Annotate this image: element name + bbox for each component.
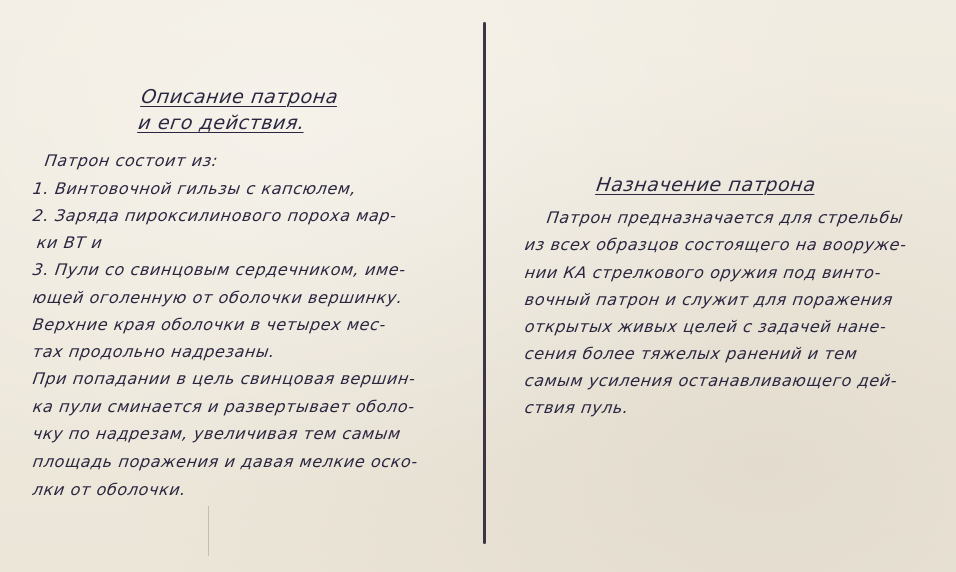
left-text-line: 1. Винтовочной гильзы с капсюлем, <box>31 179 358 198</box>
left-text-line: лки от оболочки. <box>31 480 188 499</box>
left-text-line: 2. Заряда пироксилинового пороха мар- <box>31 206 399 225</box>
left-text-line: Патрон состоит из: <box>43 151 220 170</box>
left-text-line: чку по надрезам, увеличивая тем самым <box>31 424 403 443</box>
right-text-line: вочный патрон и служит для поражения <box>523 290 895 309</box>
left-title-line1: Описание патрона <box>139 86 340 108</box>
page-margin-mark <box>208 506 209 556</box>
left-text-line: Верхние края оболочки в четырех мес- <box>31 315 388 334</box>
left-text-line: 3. Пули со свинцовым сердечником, име- <box>31 260 408 279</box>
right-text-line: открытых живых целей с задачей нане- <box>523 317 888 336</box>
right-text-line: сения более тяжелых ранений и тем <box>523 344 859 363</box>
right-title: Назначение патрона <box>594 174 818 196</box>
left-text-line: ющей оголенную от оболочки вершинку. <box>31 288 405 307</box>
right-text-line: самым усиления останавливающего дей- <box>523 371 899 390</box>
left-text-line: ка пули сминается и развертывает оболо- <box>31 397 417 416</box>
left-text-line: ки ВТ и <box>35 233 104 252</box>
vertical-divider <box>483 22 486 544</box>
left-text-line: площадь поражения и давая мелкие оско- <box>31 452 420 471</box>
right-text-line: из всех образцов состоящего на вооруже- <box>523 235 908 254</box>
left-title-line2: и его действия. <box>136 112 307 134</box>
right-text-line: нии КА стрелкового оружия под винто- <box>523 263 883 282</box>
right-text-line: ствия пуль. <box>523 398 631 417</box>
right-text-line: Патрон предназначается для стрельбы <box>545 208 905 227</box>
left-text-line: тах продольно надрезаны. <box>31 342 277 361</box>
left-text-line: При попадании в цель свинцовая вершин- <box>31 369 417 388</box>
